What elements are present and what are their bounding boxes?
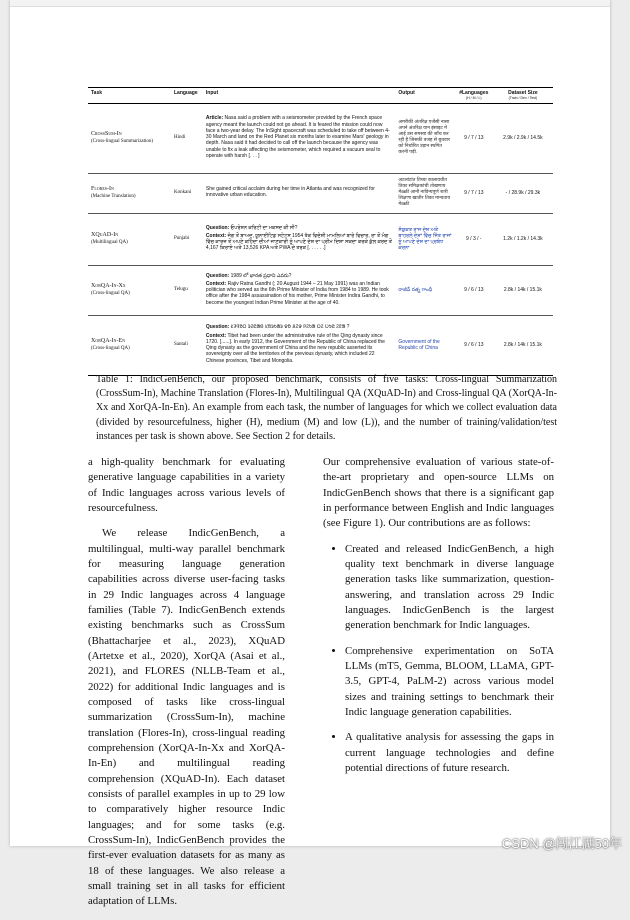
right-intro-paragraph: Our comprehensive evaluation of various state-of-the-art proprietary and open-source LLMs on IndicGenBench shows that there is a significant gap in performance between English and Indic languages (see Figure 1). Our contributions are as follows: — [323, 456, 554, 530]
dataset-size-cell: 2.8k / 14k / 15.1k — [503, 287, 542, 293]
benchmark-table — [88, 87, 553, 376]
header-dataset-size — [493, 88, 553, 104]
paper-page — [10, 0, 610, 908]
input-cell — [203, 213, 396, 265]
input-cell — [203, 173, 396, 213]
num-languages-cell: 9 / 3 / - — [466, 236, 482, 242]
table-row — [88, 265, 553, 315]
header-num-languages — [455, 88, 493, 104]
task-desc: (Multilingual QA) — [91, 239, 128, 245]
input-text: Rajiv Ratna Gandhi (; 20 August 1944 – 21 May 1991) was an Indian politician who served as the 6th Prime Minister of India from 1984 to 1989. He took office after the 1984 assassination of his mother, Prime Minister Indira Gandhi, to become the youngest Indian Prime Minister at the age of 40. — [205, 280, 389, 306]
task-desc: (Cross-lingual QA) — [91, 345, 130, 351]
header-num-languages-sub: (H / M / L) — [466, 96, 482, 101]
input-text: Tibet had been under the administrative rule of the Qing dynasty since 1720. [......]. In early 1912, the Government of the Republic of China replaced the Qing dynasty as the government of China and the new republic asserted its sovereignty over all the territories of the previous dynasty, which included 22 Chinese provinces, Tibet and Mongolia. — [205, 332, 385, 364]
input-label: Question: — [205, 224, 230, 231]
input-text: 1989 లో భారత ప్రధాని ఎవరు? — [230, 272, 292, 279]
input-line — [206, 324, 393, 330]
header-dataset-size-sub: (Train / Dev / Test) — [508, 96, 538, 101]
table-row — [88, 213, 553, 265]
left-paragraph-2: We release IndicGenBench, a multilingual, multi-way parallel benchmark for measuring language generation capabilities across diverse user-facing tasks in 29 Indic languages across 4 language families (Table 7). IndicGenBench extends existing benchmarks such as CrossSum (Bhattacharjee et al., 2023), XQuAD (Artetxe et al., 2020), XorQA (Asai et al., 2021), and FLORES (NLLB-Team et al., 2022) for additional Indic languages and is composed of tasks like cross-lingual summarization (CrossSum-In), machine translation (Flores-In), cross-lingual reading comprehension (XorQA-In-Xx and XorQA-In-En) and multilingual reading comprehension (XQuAD-In). Each dataset consists of parallel examples in up to 29 low to comparatively higher resource Indic languages; and for some tasks (e.g. CrossSum-In), IndicGenBench provides the first-ever evaluation datasets for as many as 18 of these languages. We also release a small training set in all tasks for efficient adaptation of LLMs. — [88, 527, 285, 908]
right-column — [323, 455, 554, 786]
contributions-list — [323, 542, 554, 777]
input-text: ਜੰਗ ਤੋਂ ਬਾਅਦ, ਯੂਨਾਈਟਿਡ ਸਟੇਟਸ 1954 ਤੱਕ ਵਿਦੇਸ਼ੀ ਮਾਮਲਿਆਂ ਬਾਰੇ ਵਿਚਾਰ, ਰਾ ਤੋਂ ਮੰਗ ਵਿੱਚ ਕਾਰਜ ਤੋਂ ਅਪਣੇ ਕਹਿੰਦਾ ਦੀਆਂ ਜਾਣਕਾਰੀ ਨੂੰ ਆਪਣੇ ਦੇਸ਼ ਦਾ ਪ੍ਰੀਮ ਦਿਸ਼ਾ ਸਕਦਾ ਕਰਕੇ ਕੁੱਲ ਕਰਦ ਤੋਂ 4,167 ਕਿਰਾਏ ਅਤੇ 13,526 KPA ਅਤੇ PWA ਦੇ ਤਰਕ [. . . . . .] — [205, 232, 392, 252]
task-cell — [88, 173, 171, 213]
language-cell: Hindi — [173, 135, 186, 140]
task-name: XorQA-In-Xx — [91, 283, 126, 290]
num-languages-cell: 9 / 7 / 13 — [464, 135, 484, 141]
task-desc: (Cross-lingual QA) — [91, 290, 130, 296]
input-line — [206, 273, 393, 279]
header-output: Output — [398, 90, 415, 96]
left-column — [88, 455, 285, 920]
input-cell — [203, 103, 396, 173]
header-dataset-size-label: Dataset Size — [508, 90, 538, 96]
table-caption: Table 1: IndicGenBench, our proposed benchmark, consists of five tasks: Cross-lingual Summarization (CrossSum-In), Machine Translation (Flores-In), Multilingual QA (XQuAD-In) and Cross-lingual QA (XorQA-In-Xx and XorQA-In-En). An example from each task, the number of languages for which we collect evaluation data (divided by resourcefulness, higher (H), medium (M) and low (L)), and the number of training/validation/test instances per task is shown above. See Section 2 for details. — [96, 374, 557, 442]
task-cell — [88, 103, 171, 173]
input-cell — [203, 315, 396, 375]
language-cell: Santali — [173, 342, 188, 347]
num-languages-cell: 9 / 6 / 13 — [464, 342, 484, 348]
task-cell — [88, 265, 171, 315]
csdn-watermark: CSDN @闯江湖50年 — [501, 836, 622, 851]
input-line — [206, 333, 393, 364]
task-cell — [88, 213, 171, 265]
table-row — [88, 173, 553, 213]
num-languages-cell: 9 / 7 / 13 — [464, 190, 484, 196]
task-name: CrossSum-In — [91, 131, 122, 138]
header-language: Language — [173, 90, 198, 96]
header-num-languages-label: #Languages — [459, 90, 489, 96]
num-languages-cell: 9 / 6 / 13 — [464, 287, 484, 293]
input-text: ਓਪਰੇਸ਼ਨ ਕਰਿਟੀ ਦਾ ਮਕਸਦ ਕੀ ਸੀ? — [230, 224, 298, 231]
input-label: Question: — [205, 324, 230, 331]
input-cell — [203, 265, 396, 315]
input-line — [206, 186, 393, 199]
output-cell: రాజీవ్ రత్న గాంధీ — [398, 287, 433, 293]
task-name: Flores-In — [91, 186, 114, 193]
input-text: ᱥᱤᱧᱚᱛ ᱨᱮᱭᱟᱜ ᱥᱚᱨᱠᱟᱨ ᱫᱚ ᱪᱮᱫ ᱞᱮᱠᱟ ᱛᱮ ᱦᱩᱭ ᱮᱱᱟ ? — [230, 324, 350, 331]
task-desc: (Machine Translation) — [91, 193, 136, 199]
dataset-size-cell: - / 28.9k / 29.3k — [505, 190, 541, 196]
task-desc: (Cross-lingual Summarization) — [91, 138, 154, 144]
output-cell: Government of the Republic of China — [398, 338, 440, 352]
page-top-edge — [10, 0, 610, 7]
dataset-size-cell: 2.8k / 14k / 15.1k — [503, 342, 542, 348]
input-line — [206, 225, 393, 231]
input-line — [206, 233, 393, 252]
input-label: Context: — [205, 280, 227, 287]
list-item: • Comprehensive experimentation on SoTA LLMs (mT5, Gemma, BLOOM, LLaMA, GPT-3.5, GPT-4, PaLM-2) across various model sizes and training settings to benchmark their Indic language generation capabilities. — [345, 644, 554, 721]
output-cell: अटलांटांत तिच्या कालावधीत तिका समिक्षकांची तोखणाय मेळ्ळी आनी नाविन्यपूर्ण शारी शिक्षणा खातीर तिका मान्यताय मेळ्ळी — [398, 178, 451, 208]
language-cell: Konkani — [173, 190, 192, 195]
task-name: XQuAD-In — [91, 232, 119, 239]
input-line — [206, 115, 393, 159]
input-label: Question: — [205, 272, 230, 279]
left-paragraph-1: a high-quality benchmark for evaluating generative language capabilities in a variety of Indic languages across various levels of resourcefulness. — [88, 456, 285, 514]
task-name: XorQA-In-En — [91, 338, 125, 345]
language-cell: Telugu — [173, 287, 188, 292]
dataset-size-cell: 1.2k / 1.2k / 14.3k — [503, 236, 543, 242]
input-text: Nasa said a problem with a seismometer provided by the French space agency meant the launch could not go ahead. It is feared the mission could now face a two-year delay. The InSight spacecraft was scheduled to take off between 4-30 March and land on the Red Planet six months later to examine Mars' geology in depth. Nasa said it had decided to call off the launch because the agency was unable to fix a leak affecting the seismometer, which required a vacuum seal to operate with harsh [. . . ] — [205, 115, 390, 159]
table-row — [88, 315, 553, 375]
input-line — [206, 281, 393, 306]
dataset-size-cell: 2.9k / 2.9k / 14.5k — [503, 135, 543, 141]
input-label: Context: — [205, 332, 227, 339]
list-item: • A qualitative analysis for assessing the gaps in current language technologies and define potential directions of future research. — [345, 730, 554, 776]
output-cell: अमरीकी अंतरिक्ष एजेंसी नासा अपने अंतरिक्ष यान इंसाइट मे आई उस समस्या की जाँच कर रही है जिसकी वजह से बुधवार को निर्धारित उड़ान स्थगित करनी पड़ी. — [398, 120, 450, 156]
language-cell: Punjabi — [173, 236, 190, 241]
input-text: She gained critical acclaim during her time in Atlanta and was recognized for innovative urban education. — [205, 185, 375, 199]
task-cell — [88, 315, 171, 375]
list-item: • Created and released IndicGenBench, a high quality text benchmark in diverse language generation tasks like summarization, question-answering, and translation across 29 Indic languages. IndicGenBench is the largest generation benchmark for Indic languages. — [345, 542, 554, 634]
header-input: Input — [205, 90, 219, 96]
input-label: Context: — [205, 232, 227, 239]
header-task: Task — [91, 90, 103, 96]
output-cell: ਸੰਯੁਕਤ ਰਾਜ ਦੇਸ਼ ਅਤੇ ਬਾਹਰਲੇ ਦੇਸ਼ਾਂ ਵਿੱਚ ਜਿੱਤ ਰਾਜਾਂ ਨੂੰ ਆਪਣੇ ਦੇਸ਼ ਦਾ ਪ੍ਰਬੰਧ ਕਰਨਾ — [398, 226, 452, 252]
table-header-row — [88, 88, 553, 104]
input-label: Article: — [205, 115, 224, 122]
table-row — [88, 103, 553, 173]
